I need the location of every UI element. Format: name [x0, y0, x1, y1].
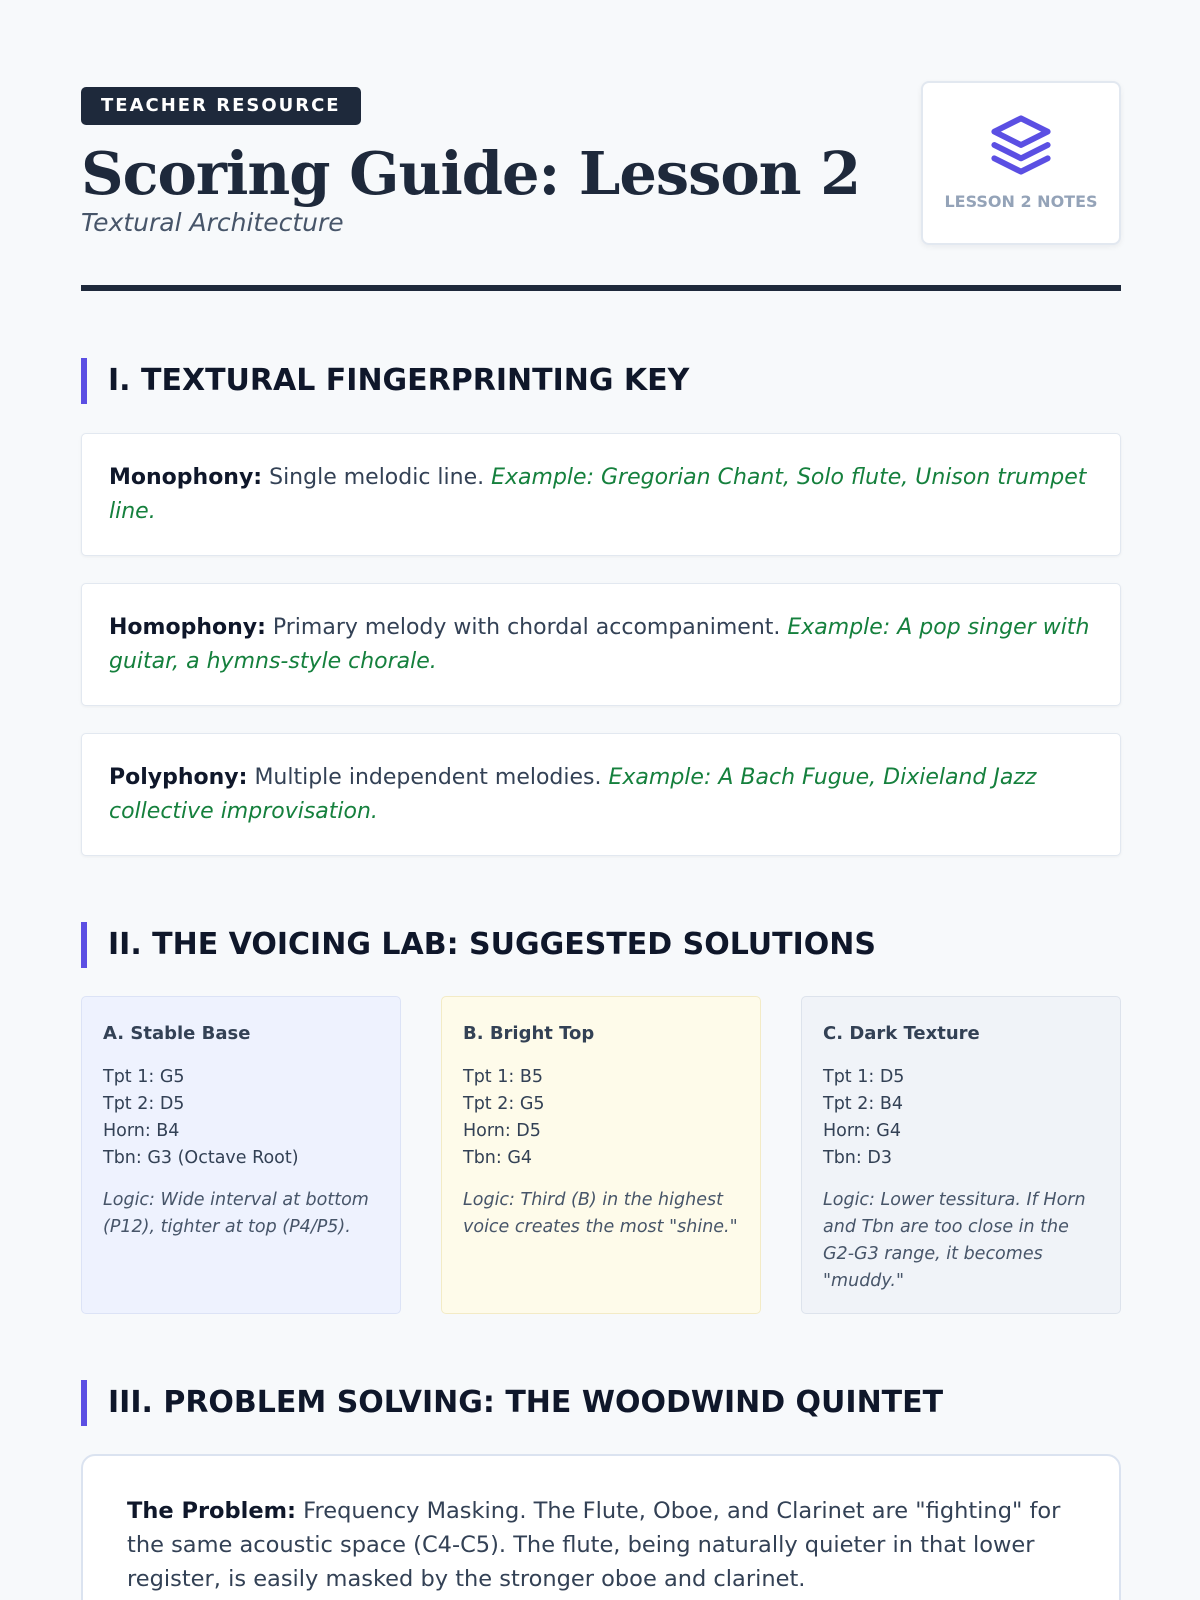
definition-card-homophony — [81, 583, 1121, 706]
page-subtitle: Textural Architecture — [81, 208, 344, 237]
voicing-line: Horn: D5 — [463, 1121, 541, 1141]
definition-example: Example: A pop singer with guitar, a hymns-style chorale. — [109, 615, 1090, 674]
voicing-logic: Logic: Lower tessitura. If Horn and Tbn are too close in the G2-G3 range, it becomes "muddy." — [823, 1190, 1086, 1291]
section-heading-fingerprinting: I. TEXTURAL FINGERPRINTING KEY — [81, 358, 689, 404]
voicing-line: Tpt 1: G5 — [103, 1067, 185, 1087]
voicing-logic: Logic: Wide interval at bottom (P12), tighter at top (P4/P5). — [103, 1190, 369, 1237]
definition-example: Example: Gregorian Chant, Solo flute, Unison trumpet line. — [109, 465, 1087, 524]
voicing-logic: Logic: Third (B) in the highest voice creates the most "shine." — [463, 1190, 738, 1237]
voicing-card-title: C. Dark Texture — [823, 1023, 980, 1044]
problem-label: The Problem: — [127, 1498, 297, 1524]
voicing-line: Tpt 2: B4 — [823, 1094, 903, 1114]
page-title: Scoring Guide: Lesson 2 — [81, 139, 861, 208]
voicing-line: Horn: B4 — [103, 1121, 180, 1141]
definition-term: Homophony: — [109, 615, 266, 640]
voicing-line: Tpt 2: G5 — [463, 1094, 545, 1114]
layers-icon — [989, 113, 1053, 177]
lesson-notes-card[interactable] — [921, 81, 1121, 245]
definition-text: Multiple independent melodies. — [247, 765, 609, 790]
voicing-line: Tbn: G3 (Octave Root) — [103, 1148, 299, 1168]
section-heading-problem-solving: III. PROBLEM SOLVING: THE WOODWIND QUINTET — [81, 1380, 943, 1426]
voicing-card-title: B. Bright Top — [463, 1023, 595, 1044]
voicing-line: Tpt 2: D5 — [103, 1094, 185, 1114]
voicing-card-bright-top — [441, 996, 761, 1314]
definition-term: Monophony: — [109, 465, 263, 490]
problem-text: Frequency Masking. The Flute, Oboe, and Clarinet are "fighting" for the same acoustic space (C4-C5). The flute, being naturally quieter in that lower register, is easily masked by the stronger oboe and clarinet. — [127, 1498, 1061, 1592]
voicing-line: Tpt 1: D5 — [823, 1067, 905, 1087]
voicing-card-title: A. Stable Base — [103, 1023, 251, 1044]
definition-card-polyphony — [81, 733, 1121, 856]
header-divider — [81, 285, 1121, 291]
page-header — [81, 87, 1121, 297]
voicing-card-dark-texture — [801, 996, 1121, 1314]
definition-text: Primary melody with chordal accompaniment. — [265, 615, 788, 640]
lesson-notes-label: LESSON 2 NOTES — [944, 192, 1098, 211]
definition-example: Example: A Bach Fugue, Dixieland Jazz collective improvisation. — [109, 765, 1037, 824]
voicing-line: Tpt 1: B5 — [463, 1067, 543, 1087]
definition-term: Polyphony: — [109, 765, 248, 790]
teacher-resource-badge: TEACHER RESOURCE — [81, 87, 361, 125]
voicing-line: Horn: G4 — [823, 1121, 901, 1141]
problem-card — [81, 1454, 1121, 1600]
section-heading-voicing-lab: II. THE VOICING LAB: SUGGESTED SOLUTIONS — [81, 922, 876, 968]
definition-card-monophony — [81, 433, 1121, 556]
definition-text: Single melodic line. — [262, 465, 492, 490]
voicing-card-stable-base — [81, 996, 401, 1314]
voicing-line: Tbn: G4 — [463, 1148, 533, 1168]
voicing-line: Tbn: D3 — [823, 1148, 892, 1168]
